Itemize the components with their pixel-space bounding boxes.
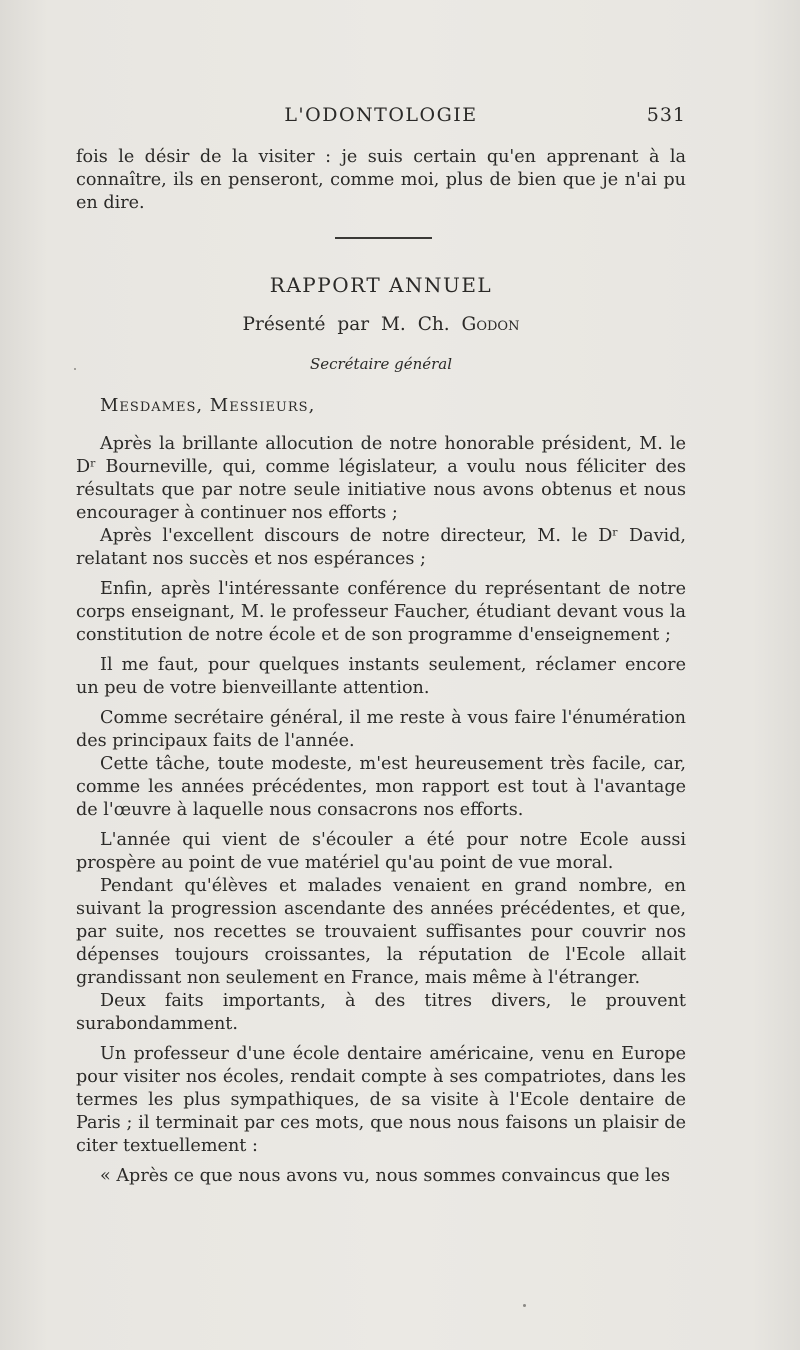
- report-title: RAPPORT ANNUEL: [269, 273, 493, 297]
- paper-speck: [523, 1304, 526, 1307]
- presenter-line: [76, 314, 686, 335]
- paragraph: Il me faut, pour quelques instants seulement, réclamer encore un peu de votre bienveillante attention.: [76, 655, 686, 698]
- paragraph: Pendant qu'élèves et malades venaient en grand nombre, en suivant la progression ascendante des années précédentes, et que, par suite, nos recettes se trouvaient suffisantes pour couvrir nos dépenses toujours croissantes, la réputation de l'Ecole allait grandissant non seulement en France, mais même à l'étranger.: [76, 876, 686, 988]
- presenter-role: Secrétaire général: [309, 355, 453, 373]
- paper-speck: [74, 368, 76, 370]
- paragraph: Enfin, après l'intéressante conférence du représentant de notre corps enseignant, M. le professeur Faucher, étudiant devant vous la constitution de notre école et de son programme d'enseignement ;: [76, 579, 686, 645]
- running-head: [76, 104, 686, 132]
- paragraph: L'année qui vient de s'écouler a été pour notre Ecole aussi prospère au point de vue matériel qu'au point de vue moral.: [76, 830, 686, 873]
- presenter-name: Godon: [461, 314, 520, 335]
- paragraph: Après l'excellent discours de notre directeur, M. le Dʳ David, relatant nos succès et nos espérances ;: [76, 526, 686, 569]
- paragraph: Après la brillante allocution de notre honorable président, M. le Dʳ Bourneville, qui, comme législateur, a voulu nous féliciter des résultats que par notre seule initiative nous avons obtenus et nous encourager à continuer nos efforts ;: [76, 434, 686, 523]
- page-number: 531: [646, 104, 686, 126]
- journal-title: L'ODONTOLOGIE: [284, 104, 478, 126]
- intro-paragraph: fois le désir de la visiter : je suis certain qu'en apprenant à la connaître, ils en penseront, comme moi, plus de bien que je n'ai pu en dire.: [76, 147, 686, 213]
- paragraph: Un professeur d'une école dentaire américaine, venu en Europe pour visiter nos écoles, rendait compte à ses compatriotes, dans les termes les plus sympathiques, de sa visite à l'Ecole dentaire de Paris ; il terminait par ces mots, que nous nous faisons un plaisir de citer textuellement :: [76, 1044, 686, 1156]
- paragraph: Cette tâche, toute modeste, m'est heureusement très facile, car, comme les années précédentes, mon rapport est tout à l'avantage de l'œuvre à laquelle nous consacrons nos efforts.: [76, 754, 686, 820]
- paragraph: Deux faits importants, à des titres divers, le prouvent surabondamment.: [76, 991, 686, 1034]
- paragraph: Comme secrétaire général, il me reste à vous faire l'énumération des principaux faits de l'année.: [76, 708, 686, 751]
- report-body: [76, 433, 686, 1188]
- quote-opening-line: « Après ce que nous avons vu, nous sommes convaincus que les: [100, 1166, 671, 1186]
- intro-paragraph-block: [76, 146, 686, 215]
- presented-by-text: Présenté par M. Ch.: [242, 314, 450, 335]
- section-divider: [335, 237, 432, 239]
- salutation: Mesdames, Messieurs,: [100, 395, 316, 416]
